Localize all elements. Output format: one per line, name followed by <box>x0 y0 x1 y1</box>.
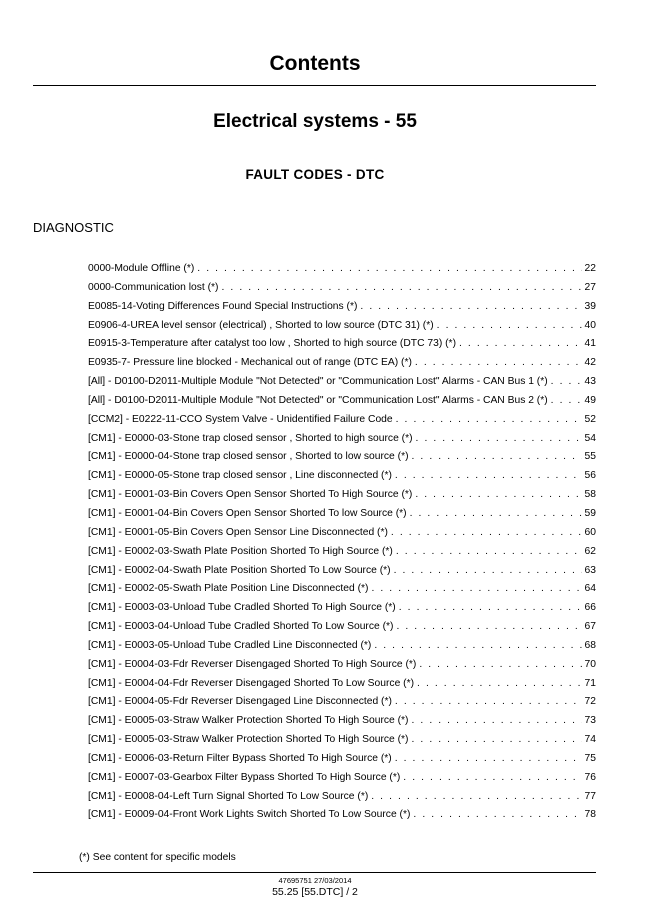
chapter-title: Electrical systems - 55 <box>213 111 417 132</box>
toc-entry[interactable] <box>88 470 596 489</box>
dot-leader <box>413 809 581 820</box>
dot-leader <box>396 414 582 425</box>
dot-leader <box>391 527 582 538</box>
toc-entry-title[interactable]: [CM1] - E0002-05-Swath Plate Position Line Disconnected (*) <box>88 583 369 595</box>
toc-entry-page[interactable]: 39 <box>584 300 596 312</box>
toc-entry[interactable] <box>88 433 596 452</box>
dot-leader <box>551 395 582 406</box>
toc-entry-page[interactable]: 75 <box>584 752 596 764</box>
toc-entry-title[interactable]: [CM1] - E0003-03-Unload Tube Cradled Shorted To High Source (*) <box>88 602 396 614</box>
toc-entry[interactable] <box>88 451 596 470</box>
toc-entry[interactable] <box>88 320 596 339</box>
toc-entry[interactable] <box>88 508 596 527</box>
dot-leader <box>416 433 582 444</box>
dot-leader <box>395 753 582 764</box>
toc-entry-page[interactable]: 74 <box>584 734 596 746</box>
footer-divider <box>33 872 596 873</box>
dot-leader <box>360 301 581 312</box>
dot-leader <box>394 565 582 576</box>
toc-entry-page[interactable]: 52 <box>584 413 596 425</box>
diagnostic-heading: DIAGNOSTIC <box>33 220 114 235</box>
dot-leader <box>411 734 581 745</box>
toc-entry-title[interactable]: 0000-Communication lost (*) <box>88 281 219 293</box>
toc-entry-title[interactable]: [CM1] - E0008-04-Left Turn Signal Shorted To Low Source (*) <box>88 790 369 802</box>
toc-entry-title[interactable]: E0085-14-Voting Differences Found Special Instructions (*) <box>88 300 358 312</box>
toc-entry-page[interactable]: 76 <box>584 771 596 783</box>
toc-entry[interactable] <box>88 659 596 678</box>
dot-leader <box>371 583 581 594</box>
toc-entry-page[interactable]: 62 <box>584 545 596 557</box>
toc-entry-page[interactable]: 77 <box>584 790 596 802</box>
dot-leader <box>221 282 581 293</box>
toc-entry-title[interactable]: [CM1] - E0004-03-Fdr Reverser Disengaged Shorted To High Source (*) <box>88 658 417 670</box>
toc-entry-title[interactable]: [CM1] - E0002-03-Swath Plate Position Shorted To High Source (*) <box>88 545 393 557</box>
toc-entry[interactable] <box>88 376 596 395</box>
toc-entry-page[interactable]: 55 <box>584 451 596 463</box>
toc-entry-page[interactable]: 67 <box>584 621 596 633</box>
toc-entry[interactable] <box>88 602 596 621</box>
toc-entry-page[interactable]: 22 <box>584 263 596 274</box>
toc-entry-page[interactable]: 54 <box>584 432 596 444</box>
toc-entry[interactable] <box>88 489 596 508</box>
toc-entry[interactable] <box>88 395 596 414</box>
page-reference: 55.25 [55.DTC] / 2 <box>272 886 358 898</box>
toc-entry[interactable] <box>88 527 596 546</box>
dot-leader <box>551 376 582 387</box>
toc-entry-title[interactable]: [CM1] - E0005-03-Straw Walker Protection Shorted To High Source (*) <box>88 734 409 746</box>
document-code: 47695751 27/03/2014 <box>278 876 352 885</box>
toc-entry-title[interactable]: [CM1] - E0000-04-Stone trap closed sensor , Shorted to low source (*) <box>88 451 409 463</box>
dot-leader <box>412 451 582 462</box>
dot-leader <box>459 338 582 349</box>
toc-entry[interactable] <box>88 715 596 734</box>
toc-entry-title[interactable]: [CM1] - E0004-04-Fdr Reverser Disengaged Shorted To Low Source (*) <box>88 677 415 689</box>
dot-leader <box>419 659 581 670</box>
toc-entry-title[interactable]: [CCM2] - E0222-11-CCO System Valve - Unidentified Failure Code <box>88 413 393 425</box>
toc-entry-title[interactable]: E0915-3-Temperature after catalyst too low , Shorted to high source (DTC 73) (*) <box>88 338 456 350</box>
toc-entry[interactable] <box>88 809 596 828</box>
toc-entry-title[interactable]: [CM1] - E0009-04-Front Work Lights Switch Shorted To Low Source (*) <box>88 809 411 821</box>
toc-entry-page[interactable]: 71 <box>584 677 596 689</box>
toc-entry[interactable] <box>88 583 596 602</box>
dot-leader <box>403 772 581 783</box>
toc-entry[interactable] <box>88 753 596 772</box>
toc-entry[interactable] <box>88 678 596 697</box>
toc-entry-title[interactable]: [CM1] - E0006-03-Return Filter Bypass Shorted To High Source (*) <box>88 752 392 764</box>
toc-entry-page[interactable]: 60 <box>584 526 596 538</box>
toc-entry[interactable] <box>88 546 596 565</box>
toc-entry-title[interactable]: [CM1] - E0001-03-Bin Covers Open Sensor Shorted To High Source (*) <box>88 489 413 501</box>
dot-leader <box>399 602 582 613</box>
toc-entry-title[interactable]: [CM1] - E0007-03-Gearbox Filter Bypass Shorted To High Source (*) <box>88 771 401 783</box>
toc-entry-page[interactable]: 58 <box>584 489 596 501</box>
toc-entry[interactable] <box>88 621 596 640</box>
toc-entry-page[interactable]: 72 <box>584 696 596 708</box>
page-title: Contents <box>269 52 361 75</box>
toc-entry-title[interactable]: [CM1] - E0001-05-Bin Covers Open Sensor Line Disconnected (*) <box>88 526 388 538</box>
toc-entry-title[interactable]: [CM1] - E0002-04-Swath Plate Position Shorted To Low Source (*) <box>88 564 391 576</box>
section-title: FAULT CODES - DTC <box>245 167 385 182</box>
toc-entry-title[interactable]: [CM1] - E0000-05-Stone trap closed sensor , Line disconnected (*) <box>88 470 392 482</box>
toc-entry-page[interactable]: 73 <box>584 715 596 727</box>
toc-entry-title[interactable]: E0906-4-UREA level sensor (electrical) , Shorted to low source (DTC 31) (*) <box>88 319 434 331</box>
toc-entry-page[interactable]: 43 <box>584 376 596 388</box>
toc-entry-title[interactable]: [CM1] - E0005-03-Straw Walker Protection Shorted To High Source (*) <box>88 715 409 727</box>
toc-entry[interactable] <box>88 263 596 282</box>
toc-entry-title[interactable]: E0935-7- Pressure line blocked - Mechanical out of range (DTC EA) (*) <box>88 357 412 369</box>
toc-entry-title[interactable]: [All] - D0100-D2011-Multiple Module "Not Detected" or "Communication Lost" Alarms - CAN Bus 1 (*) <box>88 376 548 388</box>
toc-entry-page[interactable]: 64 <box>584 583 596 595</box>
toc-entry-page[interactable]: 63 <box>584 564 596 576</box>
toc-entry[interactable] <box>88 640 596 659</box>
toc-entry[interactable] <box>88 734 596 753</box>
dot-leader <box>396 621 581 632</box>
dot-leader <box>197 263 581 274</box>
dot-leader <box>437 320 582 331</box>
toc-entry-title[interactable]: [CM1] - E0003-04-Unload Tube Cradled Shorted To Low Source (*) <box>88 621 394 633</box>
toc-entry-title[interactable]: [CM1] - E0001-04-Bin Covers Open Sensor Shorted To low Source (*) <box>88 507 407 519</box>
toc-entry-page[interactable]: 56 <box>584 470 596 482</box>
toc-entry[interactable] <box>88 282 596 301</box>
toc-entry[interactable] <box>88 772 596 791</box>
toc-entry[interactable] <box>88 301 596 320</box>
dot-leader <box>417 678 582 689</box>
toc-entry-title[interactable]: [All] - D0100-D2011-Multiple Module "Not Detected" or "Communication Lost" Alarms - CAN Bus 2 (*) <box>88 394 548 406</box>
dot-leader <box>396 546 582 557</box>
toc-entry-page[interactable]: 42 <box>584 357 596 369</box>
toc-entry-page[interactable]: 49 <box>584 394 596 406</box>
toc-entry-page[interactable]: 66 <box>584 602 596 614</box>
toc-list <box>88 263 596 828</box>
toc-entry-page[interactable]: 70 <box>584 658 596 670</box>
toc-entry[interactable] <box>88 414 596 433</box>
dot-leader <box>395 696 582 707</box>
dot-leader <box>371 791 581 802</box>
dot-leader <box>395 470 582 481</box>
dot-leader <box>374 640 581 651</box>
dot-leader <box>411 715 581 726</box>
toc-entry-page[interactable]: 59 <box>584 507 596 519</box>
dot-leader <box>415 357 582 368</box>
toc-entry[interactable] <box>88 791 596 810</box>
toc-entry-title[interactable]: 0000-Module Offline (*) <box>88 263 195 274</box>
toc-entry[interactable] <box>88 357 596 376</box>
toc-entry-page[interactable]: 68 <box>584 639 596 651</box>
footnote: (*) See content for specific models <box>79 852 236 863</box>
dot-leader <box>410 508 582 519</box>
toc-entry[interactable] <box>88 338 596 357</box>
toc-entry-page[interactable]: 78 <box>584 809 596 821</box>
dot-leader <box>415 489 581 500</box>
toc-entry-title[interactable]: [CM1] - E0003-05-Unload Tube Cradled Line Disconnected (*) <box>88 639 372 651</box>
toc-entry[interactable] <box>88 565 596 584</box>
header-divider <box>33 85 596 86</box>
toc-entry-page[interactable]: 41 <box>584 338 596 350</box>
toc-entry-title[interactable]: [CM1] - E0000-03-Stone trap closed sensor , Shorted to high source (*) <box>88 432 413 444</box>
toc-entry[interactable] <box>88 696 596 715</box>
toc-entry-title[interactable]: [CM1] - E0004-05-Fdr Reverser Disengaged Line Disconnected (*) <box>88 696 392 708</box>
toc-entry-page[interactable]: 40 <box>584 319 596 331</box>
toc-entry-page[interactable]: 27 <box>584 281 596 293</box>
